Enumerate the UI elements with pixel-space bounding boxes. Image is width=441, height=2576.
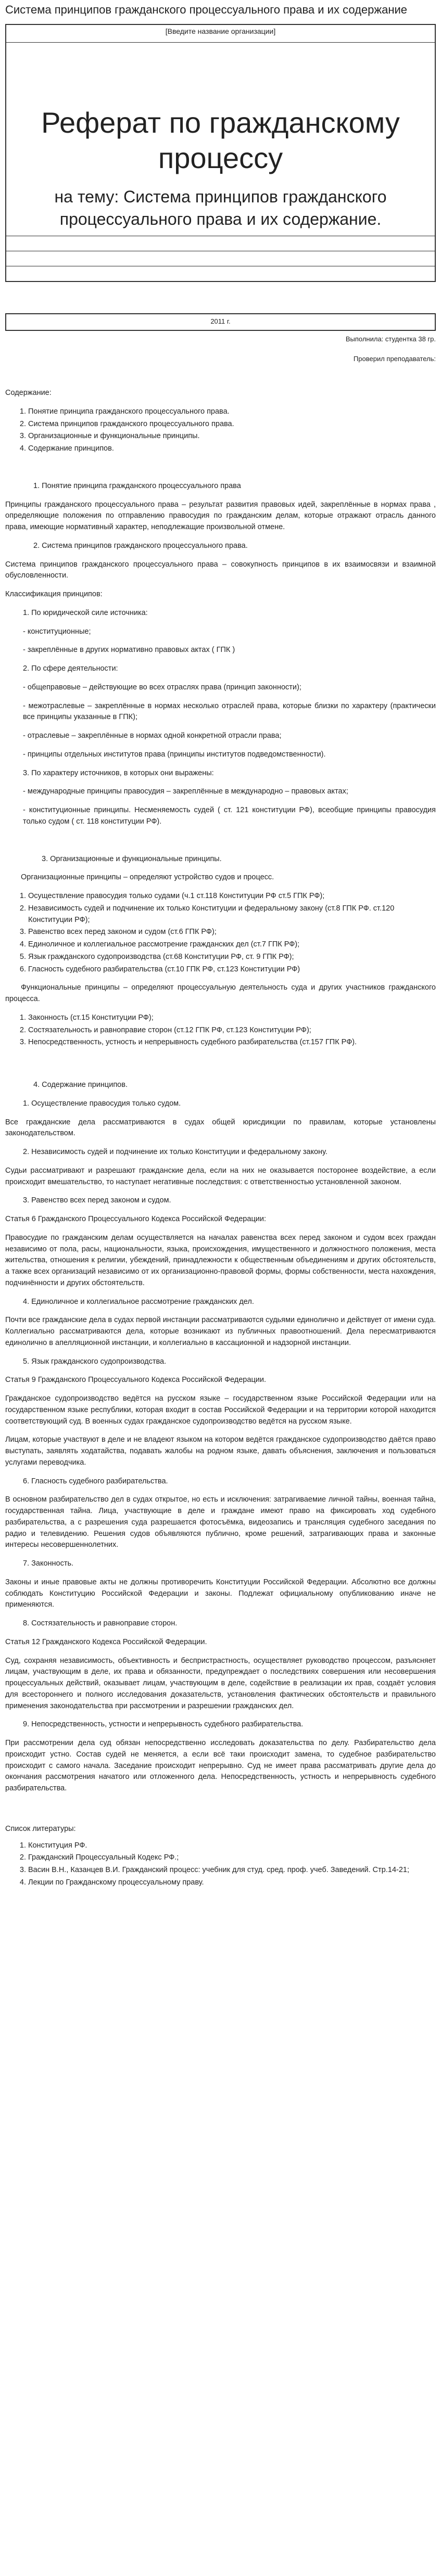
literature-item: 4. Лекции по Гражданскому процессуальному праву. bbox=[28, 1877, 436, 1889]
year-box: 2011 г. bbox=[5, 313, 436, 331]
organization-placeholder: [Введите название организации] bbox=[6, 25, 435, 43]
principle-5-heading: 5. Язык гражданского судопроизводства. bbox=[23, 1357, 167, 1366]
principle-5-text-a: Гражданское судопроизводство ведётся на русском языке – государственном языке Российской Федерации или на государственном языке республики, которая входит в состав Российской Федерации и на территории которой находится соответствующий суд. В военных судах гражданское судопроизводство ведётся на русском языке. bbox=[5, 1394, 436, 1426]
principle-9-heading: 9. Непосредственность, устности и непрерывность судебного разбирательства. bbox=[23, 1720, 304, 1729]
principle-4-heading: 4. Единоличное и коллегиальное рассмотрение гражданских дел. bbox=[23, 1297, 254, 1306]
principle-2-text: Судьи рассматривают и разрешают гражданские дела, если на них не оказывается посторонее воздействие, а если происходит вмешательство, то наступает негативные последствия: с ответственностью установленной законом. bbox=[5, 1166, 436, 1186]
list-item: 4. Единоличное и коллегиальное рассмотрение гражданских дел (ст.7 ГПК РФ); bbox=[28, 939, 436, 951]
organizational-intro: Организационные принципы – определяют устройство судов и процесс. bbox=[21, 873, 274, 882]
toc-item: 3. Организационные и функциональные принципы. bbox=[28, 431, 436, 442]
principle-8-text: Суд, сохраняя независимость, объективность и беспристрастность, осуществляет руководство процессом, разъясняет лицам, участвующим в деле, их права и обязанности, предупреждает о последствиях совершения или несовершения процессуальных действий, оказывает лицам, участвующим в деле, содействие в реализации их прав, создаёт условия для всестороннего и полного исследования доказательств, установления фактических обстоятельств и правильного применения законодательства при рассмотрении и разрешении гражданских дел. bbox=[5, 1656, 436, 1710]
toc-title: Содержание: bbox=[5, 389, 52, 398]
classification-title: Классификация принципов: bbox=[5, 590, 103, 599]
article-6-title: Статья 6 Гражданского Процессуального Кодекса Российской Федерации: bbox=[5, 1215, 266, 1224]
principle-2-heading: 2. Независимость судей и подчинение их только Конституции и федеральному закону. bbox=[23, 1148, 327, 1157]
blank-line bbox=[6, 236, 435, 251]
list-item: 1. Осуществление правосудия только судами (ч.1 ст.118 Конституции РФ ст.5 ГПК РФ); bbox=[28, 891, 436, 902]
checked-by: Проверил преподаватель: bbox=[353, 354, 436, 363]
class-3-a: - международные принципы правосудия – закреплённые в международно – правовых актах; bbox=[23, 787, 348, 796]
class-2-c: - отраслевые – закреплённые в нормах одной конкретной отрасли права; bbox=[23, 732, 282, 740]
report-topic: на тему: Система принципов гражданского процессуального права и их содержание. bbox=[6, 186, 435, 236]
toc-item: 1. Понятие принципа гражданского процессуального права. bbox=[28, 406, 436, 418]
section-2-heading: 2. Система принципов гражданского процессуального права. bbox=[33, 541, 248, 550]
done-by: Выполнила: студентка 38 гр. bbox=[345, 335, 436, 343]
section-1-heading: 1. Понятие принципа гражданского процессуального права bbox=[33, 481, 241, 490]
literature-item: 3. Васин В.Н., Казанцев В.И. Гражданский процесс: учебник для студ. сред. проф. учеб. Заведений. Стр.14-21; bbox=[28, 1865, 436, 1876]
list-item: 6. Гласность судебного разбирательства (ст.10 ГПК РФ, ст.123 Конституции РФ) bbox=[28, 964, 436, 976]
article-9-title: Статья 9 Гражданского Процессуального Кодекса Российской Федерации. bbox=[5, 1376, 266, 1385]
title-page-frame bbox=[5, 24, 436, 282]
toc-item: 4. Содержание принципов. bbox=[28, 443, 436, 455]
list-item: 2. Состязательность и равноправие сторон (ст.12 ГПК РФ, ст.123 Конституции РФ); bbox=[28, 1025, 436, 1036]
literature-item: 2. Гражданский Процессуальный Кодекс РФ.; bbox=[28, 1852, 436, 1864]
report-heading: Реферат по гражданскому процессу bbox=[41, 106, 400, 174]
functional-intro: Функциональные принципы – определяют процессуальную деятельность суда и других участников гражданского процесса. bbox=[5, 983, 436, 1004]
principle-8-heading: 8. Состязательность и равноправие сторон. bbox=[23, 1619, 178, 1628]
toc-list bbox=[5, 406, 436, 455]
principle-1-heading: 1. Осуществление правосудия только судом. bbox=[23, 1099, 181, 1108]
class-3: 3. По характеру источников, в которых они выражены: bbox=[23, 768, 214, 777]
document-title: Система принципов гражданского процессуального права и их содержание bbox=[5, 3, 408, 16]
section-1-paragraph: Принципы гражданского процессуального права – результат развития правовых идей, закреплённые в нормах права , определяющие положения по отправлению правосудия по гражданским делам, которые отражают отрасль данного права, имеющие нормативный характер, неподлежащие произвольной отмене. bbox=[5, 500, 436, 532]
title-page-lines bbox=[6, 236, 435, 281]
class-2: 2. По сфере деятельности: bbox=[23, 664, 118, 673]
principle-7-text: Законы и иные правовые акты не должны противоречить Конституции Российской Федерации. Абсолютно все должны соблюдать Конституцию Российской Федерации и законы. Подлежат официальному опубликованию иначе не применяются. bbox=[5, 1578, 436, 1609]
list-item: 1. Законность (ст.15 Конституции РФ); bbox=[28, 1013, 436, 1024]
class-2-b: - межотраслевые – закреплённые в нормах несколько отраслей права, которые близки по характеру (практически все принципы указанные в ГПК); bbox=[23, 701, 436, 722]
literature-list bbox=[5, 1840, 436, 1889]
class-3-b: - конституционные принципы. Несменяемость судей ( ст. 121 конституции РФ), всеобщие принципы правосудия только судом ( ст. 118 конституции РФ). bbox=[23, 806, 436, 826]
toc-item: 2. Система принципов гражданского процессуального права. bbox=[28, 419, 436, 430]
list-item: 3. Равенство всех перед законом и судом (ст.6 ГПК РФ); bbox=[28, 927, 436, 938]
literature-item: 1. Конституция РФ. bbox=[28, 1840, 436, 1852]
list-item: 5. Язык гражданского судопроизводства (ст.68 Конституции РФ, ст. 9 ГПК РФ); bbox=[28, 952, 436, 963]
principle-3-text: Правосудие по гражданским делам осуществляется на началах равенства всех перед законом и судом всех граждан независимо от пола, расы, национальности, языка, происхождения, имущественного и должностного положения, места жительства, отношения к религии, убеждений, принадлежности к общественным объединениям и других обстоятельств, а также всех организаций независимо от их организационно-правовой формы, формы собственности, места нахождения, подчинённости и других обстоятельств. bbox=[5, 1233, 436, 1287]
principle-3-heading: 3. Равенство всех перед законом и судом. bbox=[23, 1196, 171, 1205]
blank-line bbox=[6, 266, 435, 281]
principle-6-heading: 6. Гласность судебного разбирательства. bbox=[23, 1477, 168, 1485]
article-12-title: Статья 12 Гражданского Кодекса Российской Федерации. bbox=[5, 1637, 207, 1646]
class-1: 1. По юридической силе источника: bbox=[23, 608, 148, 617]
organizational-list bbox=[5, 891, 436, 975]
class-1-a: - конституционные; bbox=[23, 627, 91, 636]
functional-list bbox=[5, 1013, 436, 1048]
principle-4-text: Почти все гражданские дела в судах первой инстанции рассматриваются судьями единолично и действует от имени суда. Коллегиально рассматриваются дела, которые возникают из публичных правоотношений. Дела пересматриваются единолично в апелляционной инстанции, и коллегиально в кассационной и надзорной инстанции. bbox=[5, 1316, 436, 1347]
principle-6-text: В основном разбирательство дел в судах открытое, но есть и исключения: затрагиваемие личной тайны, военная тайна, государственная тайна. Лица, участвующие в деле и граждане имеют право на фиксировать ход судебного разбирательства, а с разрешения суда разрешается фотосъёмка, видеозапись и трансляция судебного заседания по радио и телевидению. Решения судов объявляются публично, кроме решений, затрагивающих права и законные интересы несовершеннолетних. bbox=[5, 1495, 436, 1549]
principle-5-text-b: Лицам, которые участвуют в деле и не владеют языком на котором ведётся гражданское судопроизводство даётся право выступать, заявлять ходатайства, подавать жалобы на родном языке, давать объяснения, заключения и пользоваться услугами переводчика. bbox=[5, 1436, 436, 1467]
list-item: 2. Независимость судей и подчинение их только Конституции и федеральному закону (ст.8 ГПК РФ. ст.120 Конституции РФ); bbox=[28, 903, 436, 926]
principle-7-heading: 7. Законность. bbox=[23, 1559, 74, 1568]
section-2-paragraph: Система принципов гражданского процессуального права – совокупность принципов в их взаимосвязи и взаимной обусловленности. bbox=[5, 560, 436, 580]
principle-1-text: Все гражданские дела рассматриваются в судах общей юрисдикции по правилам, которые установлены законодательством. bbox=[5, 1118, 436, 1138]
literature-title: Список литературы: bbox=[5, 1824, 76, 1833]
section-3-heading: 3. Организационные и функциональные принципы. bbox=[42, 854, 222, 863]
list-item: 3. Непосредственность, устность и непрерывность судебного разбирательства (ст.157 ГПК РФ). bbox=[28, 1037, 436, 1048]
class-1-b: - закреплённые в других нормативно правовых актах ( ГПК ) bbox=[23, 646, 235, 655]
blank-line bbox=[6, 251, 435, 266]
class-2-a: - общеправовые – действующие во всех отраслях права (принцип законности); bbox=[23, 683, 301, 691]
class-2-d: - принципы отдельных институтов права (принципы институтов подведомственности). bbox=[23, 750, 326, 759]
section-4-heading: 4. Содержание принципов. bbox=[33, 1081, 128, 1090]
principle-9-text: При рассмотрении дела суд обязан непосредственно исследовать доказательства по делу. Разбирательство дела происходит устно. Состав судей не меняется, а если всё таки происходит замена, то судебное разбирательство происходит с самого начала. Заседание происходит непрерывно. Суд не имеет права рассматривать другие дела до окончания рассмотрения начатого или отложенного дела. Непосредственность, устность и непрерывность судебного разбирательства. bbox=[5, 1739, 436, 1793]
